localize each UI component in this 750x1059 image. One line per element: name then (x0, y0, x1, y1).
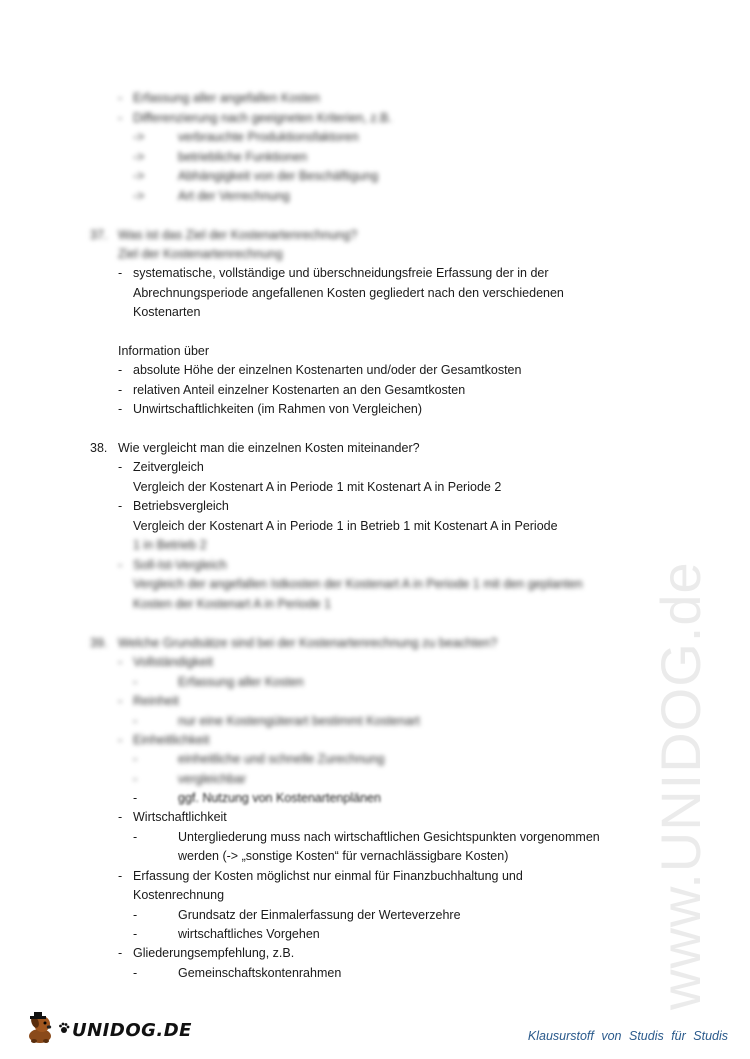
bullet-dash: - (118, 869, 123, 883)
q38-soll-ist-desc-1: Vergleich der angefallen Istkosten der Kostenart A in Periode 1 mit den geplanten (133, 577, 583, 591)
bullet-dash: - (118, 733, 123, 747)
bullet-dash: - (118, 810, 123, 824)
q39-vollstaendigkeit-item: Erfassung aller Kosten (178, 675, 304, 689)
bullet-dash: - (133, 966, 138, 980)
q37-bullet-line-3: Kostenarten (133, 305, 201, 319)
q37-bullet-line-1: systematische, vollständige und überschneidungsfreie Erfassung der in der (133, 266, 549, 280)
bullet-dash: - (118, 91, 123, 105)
bullet-dash: - (118, 111, 123, 125)
q39-erfassung-item-2: wirtschaftliches Vorgehen (178, 927, 320, 941)
q36-arrow-item-3: Abhängigkeit von der Beschäftigung (178, 169, 379, 183)
bullet-dash: - (118, 499, 123, 513)
q38-zeitvergleich-desc: Vergleich der Kostenart A in Periode 1 mit Kostenart A in Periode 2 (133, 480, 502, 494)
bullet-dash: - (133, 830, 138, 844)
bullet-dash: - (118, 460, 123, 474)
bullet-dash: - (118, 655, 123, 669)
q37-info-heading: Information über (118, 344, 210, 358)
bullet-dash: - (133, 714, 138, 728)
q36-arrow-item-4: Art der Verrechnung (178, 189, 290, 203)
bullet-dash: - (133, 752, 138, 766)
question-number: 38. (90, 441, 108, 455)
bullet-dash: - (118, 402, 123, 416)
q39-einheitlichkeit-item-1: einheitliche und schnelle Zurechnung (178, 752, 385, 766)
q38-betriebsvergleich-desc-1: Vergleich der Kostenart A in Periode 1 in Betrieb 1 mit Kostenart A in Periode (133, 519, 558, 533)
arrow-icon: -> (133, 150, 145, 164)
q37-info-item-3: Unwirtschaftlichkeiten (im Rahmen von Vergleichen) (133, 402, 423, 416)
q38-betriebsvergleich-desc-2: 1 in Betrieb 2 (133, 538, 207, 552)
dog-mascot-icon (22, 1010, 58, 1051)
arrow-icon: -> (133, 189, 145, 203)
q37-subheading: Ziel der Kostenartenrechnung (118, 247, 283, 261)
q36-arrow-item-1: verbrauchte Produktionsfaktoren (178, 130, 359, 144)
bullet-dash: - (118, 946, 123, 960)
bullet-dash: - (118, 266, 123, 280)
q37-info-item-1: absolute Höhe der einzelnen Kostenarten und/oder der Gesamtkosten (133, 363, 522, 377)
q39-gliederung: Gliederungsempfehlung, z.B. (133, 946, 295, 960)
paw-icon (58, 1021, 70, 1039)
unidog-logo[interactable] (22, 1010, 192, 1050)
bullet-dash: - (133, 927, 138, 941)
bullet-dash: - (133, 791, 138, 805)
arrow-icon: -> (133, 169, 145, 183)
q39-erfassung-line-2: Kostenrechnung (133, 888, 225, 902)
q37-info-item-2: relativen Anteil einzelner Kostenarten an den Gesamtkosten (133, 383, 466, 397)
bullet-dash: - (118, 363, 123, 377)
q37-bullet-line-2: Abrechnungsperiode angefallenen Kosten gegliedert nach den verschiedenen (133, 286, 564, 300)
q39-einheitlichkeit-item-2: vergleichbar (178, 772, 247, 786)
q39-erfassung-item-1: Grundsatz der Einmalerfassung der Werteverzehre (178, 908, 461, 922)
q38-betriebsvergleich: Betriebsvergleich (133, 499, 229, 513)
footer-tagline: Klausurstoff von Studis für Studis (527, 1029, 728, 1043)
q36-bullet-2: Differenzierung nach geeigneten Kriterien, z.B. (133, 111, 392, 125)
bullet-dash: - (118, 558, 123, 572)
arrow-icon: -> (133, 130, 145, 144)
bullet-dash: - (133, 675, 138, 689)
q36-bullet-1: Erfassung aller angefallen Kosten (133, 91, 320, 105)
q39-erfassung-line-1: Erfassung der Kosten möglichst nur einmal für Finanzbuchhaltung und (133, 869, 523, 883)
q39-vollstaendigkeit: Vollständigkeit (133, 655, 213, 669)
q36-arrow-item-2: betriebliche Funktionen (178, 150, 308, 164)
bullet-dash: - (118, 383, 123, 397)
watermark-text: www.UNIDOG.de (649, 561, 712, 1010)
question-38-text: Wie vergleicht man die einzelnen Kosten miteinander? (118, 441, 420, 455)
question-number: 39. (90, 636, 108, 650)
q39-wirtschaftlichkeit: Wirtschaftlichkeit (133, 810, 227, 824)
q39-reinheit: Reinheit (133, 694, 179, 708)
q38-soll-ist-desc-2: Kosten der Kostenart A in Periode 1 (133, 597, 332, 611)
question-number: 37. (90, 228, 108, 242)
bullet-dash: - (133, 772, 138, 786)
q39-wirtschaftlichkeit-item-line-1: Untergliederung muss nach wirtschaftlichen Gesichtspunkten vorgenommen (178, 830, 600, 844)
q39-einheitlichkeit: Einheitlichkeit (133, 733, 210, 747)
q39-gliederung-item: Gemeinschaftskontenrahmen (178, 966, 342, 980)
question-37-text: Was ist das Ziel der Kostenartenrechnung? (118, 228, 358, 242)
q38-soll-ist-vergleich: Soll-Ist-Vergleich (133, 558, 227, 572)
q38-zeitvergleich: Zeitvergleich (133, 460, 204, 474)
logo-text: UNIDOG.DE (72, 1019, 192, 1041)
question-39-text: Welche Grundsätze sind bei der Kostenartenrechnung zu beachten? (118, 636, 498, 650)
q39-einheitlichkeit-item-3: ggf. Nutzung von Kostenartenplänen (178, 791, 381, 805)
bullet-dash: - (133, 908, 138, 922)
q39-reinheit-item: nur eine Kostengüterart bestimmt Kostenart (178, 714, 420, 728)
q39-wirtschaftlichkeit-item-line-2: werden (-> „sonstige Kosten“ für vernachlässigbare Kosten) (178, 849, 509, 863)
bullet-dash: - (118, 694, 123, 708)
